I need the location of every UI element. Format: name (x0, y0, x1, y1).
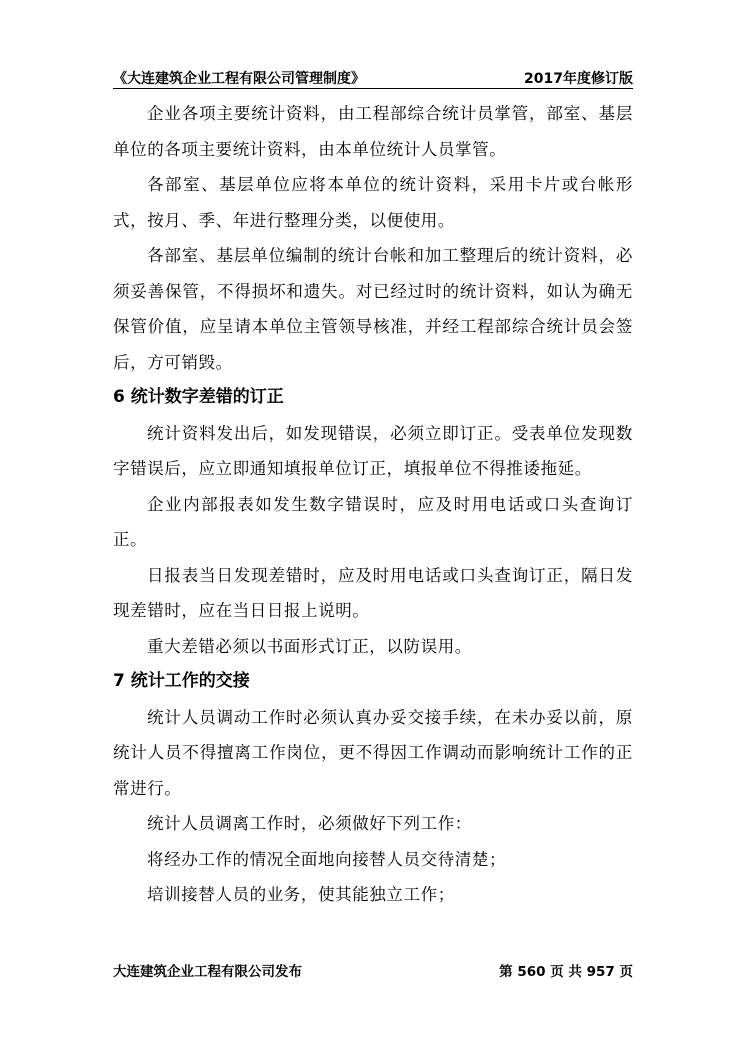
footer-page-info: 第 560 页 共 957 页 (499, 964, 633, 980)
paragraph: 将经办工作的情况全面地向接替人员交待清楚； (147, 849, 507, 869)
paragraph: 各部室、基层单位应将本单位的统计资料，采用卡片或台帐形式，按月、季、年进行整理分类，以便使用。 (113, 175, 633, 230)
section-heading-6: 6 统计数字差错的订正 (113, 387, 284, 407)
paragraph: 统计人员调离工作时，必须做好下列工作： (147, 814, 472, 833)
section-heading-7: 7 统计工作的交接 (113, 671, 250, 691)
document-title: 《大连建筑企业工程有限公司管理制度》 (113, 71, 365, 87)
footer-publisher: 大连建筑企业工程有限公司发布 (113, 964, 302, 980)
paragraph: 统计资料发出后，如发现错误，必须立即订正。受表单位发现数字错误后，应立即通知填报单位订正，填报单位不得推诿拖延。 (113, 423, 633, 478)
page-header (113, 66, 633, 89)
paragraph: 统计人员调动工作时必须认真办妥交接手续，在未办妥以前，原统计人员不得擅离工作岗位，更不得因工作调动而影响统计工作的正常进行。 (113, 707, 633, 798)
document-version: 2017年度修订版 (524, 71, 633, 87)
document-body (113, 96, 633, 913)
paragraph: 企业各项主要统计资料，由工程部综合统计员掌管，部室、基层单位的各项主要统计资料，由本单位统计人员掌管。 (113, 104, 633, 159)
paragraph: 日报表当日发现差错时，应及时用电话或口头查询订正，隔日发现差错时，应在当日日报上说明。 (113, 565, 633, 620)
paragraph: 重大差错必须以书面形式订正，以防误用。 (147, 636, 472, 656)
page-footer (113, 960, 633, 980)
paragraph: 各部室、基层单位编制的统计台帐和加工整理后的统计资料，必须妥善保管，不得损坏和遗失。对已经过时的统计资料，如认为确无保管价值，应呈请本单位主管领导核准，并经工程部综合统计员会签后，方可销毁。 (113, 246, 633, 372)
paragraph: 企业内部报表如发生数字错误时，应及时用电话或口头查询订正。 (113, 494, 633, 549)
paragraph: 培训接替人员的业务，使其能独立工作； (147, 885, 455, 904)
